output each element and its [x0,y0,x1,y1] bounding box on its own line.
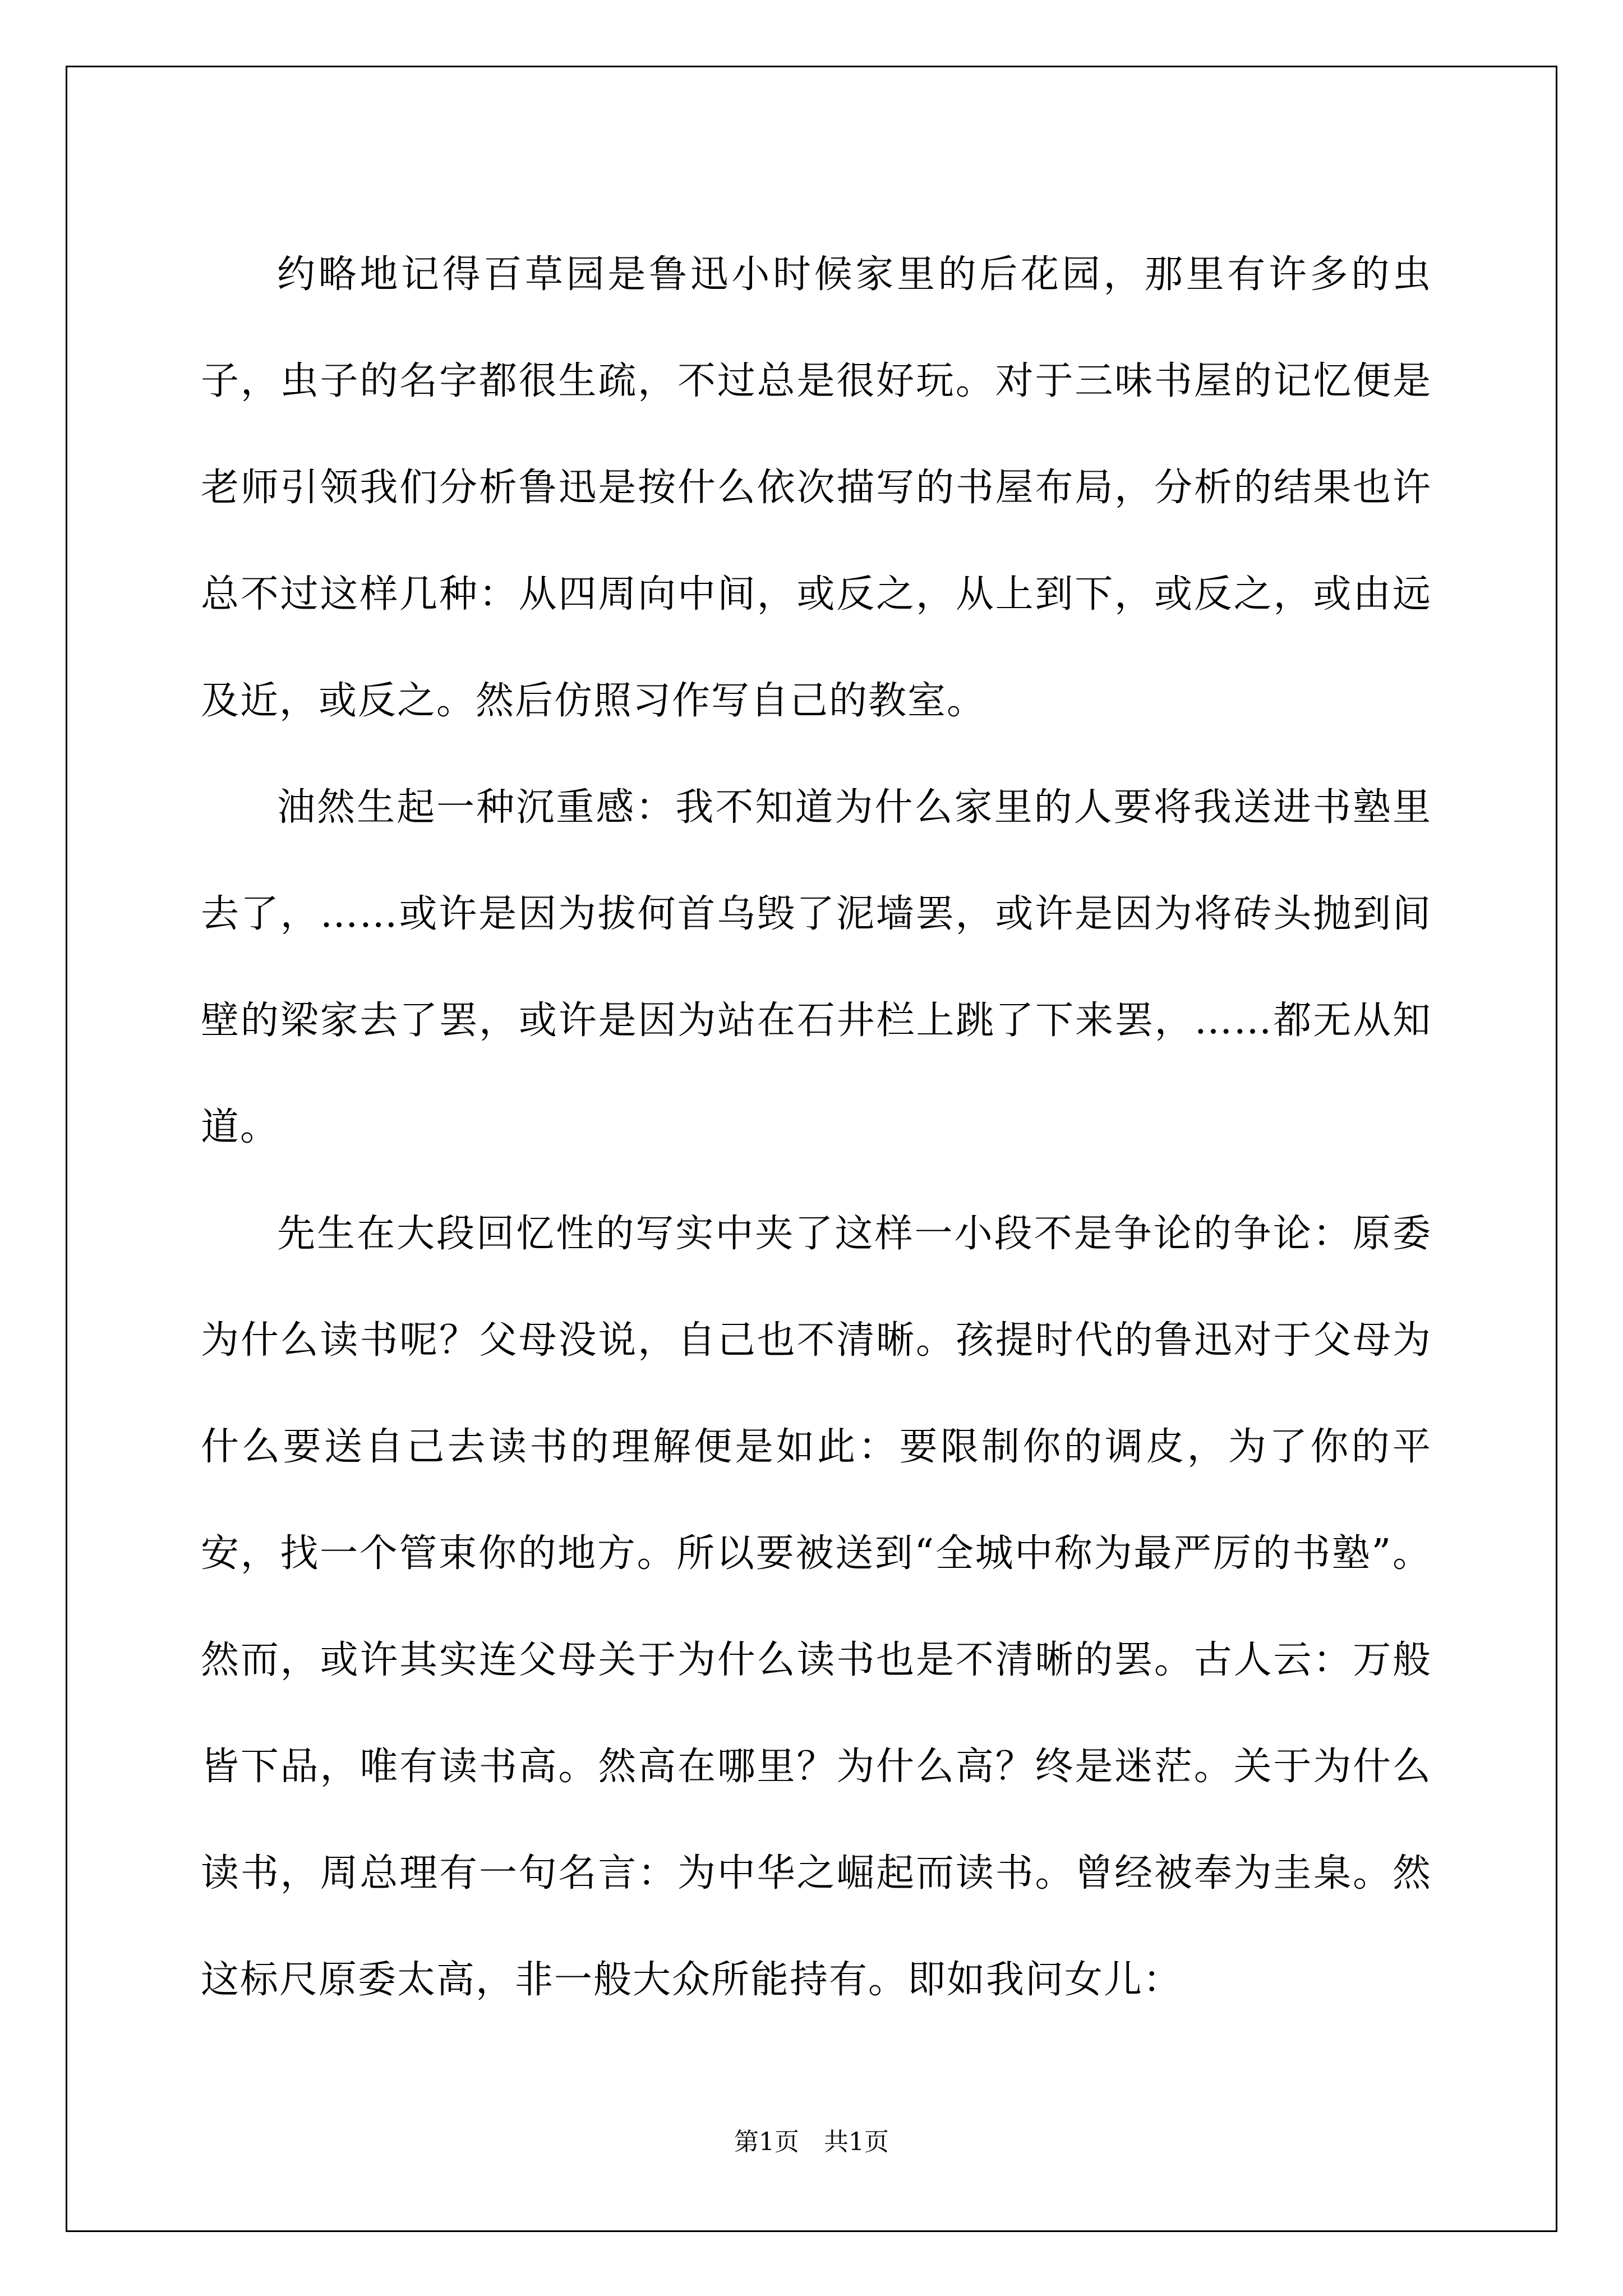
document-body [201,222,1432,2033]
paragraph-2: 油然生起一种沉重感：我不知道为什么家里的人要将我送进书塾里去了，……或许是因为拔何首乌毁了泥墙罢，或许是因为将砖头抛到间壁的梁家去了罢，或许是因为站在石井栏上跳了下来罢，……都无从知道。 [201,785,1432,1149]
paragraph-1: 约略地记得百草园是鲁迅小时候家里的后花园，那里有许多的虫子，虫子的名字都很生疏，不过总是很好玩。对于三味书屋的记忆便是老师引领我们分析鲁迅是按什么依次描写的书屋布局，分析的结果也许总不过这样几种：从四周向中间，或反之，从上到下，或反之，或由远及近，或反之。然后仿照习作写自己的教室。 [201,252,1432,723]
paragraph-3: 先生在大段回忆性的写实中夹了这样一小段不是争论的争论：原委为什么读书呢？父母没说，自己也不清晰。孩提时代的鲁迅对于父母为什么要送自己去读书的理解便是如此：要限制你的调皮，为了你的平安，找一个管束你的地方。所以要被送到“全城中称为最严厉的书塾”。然而，或许其实连父母关于为什么读书也是不清晰的罢。古人云：万般皆下品，唯有读书高。然高在哪里？为什么高？终是迷茫。关于为什么读书，周总理有一句名言：为中华之崛起而读书。曾经被奉为圭臬。然这标尺原委太高，非一般大众所能持有。即如我问女儿： [201,1212,1432,2002]
page-footer: 第1页 共1页 [734,2128,889,2156]
